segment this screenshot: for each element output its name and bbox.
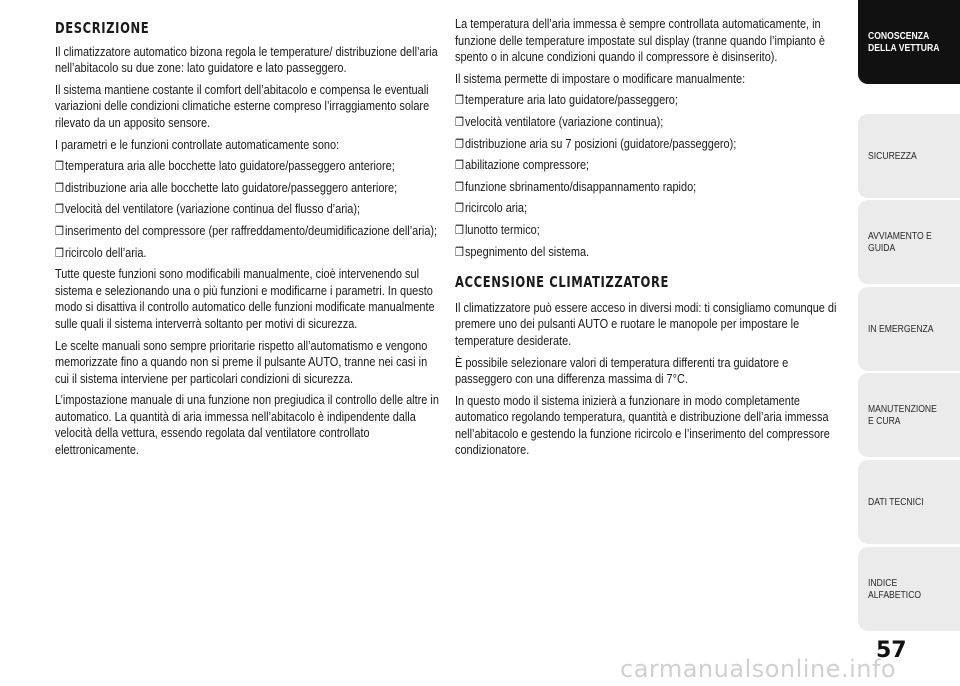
page-number: 57	[876, 638, 907, 663]
tab-label: INDICE ALFABETICO	[868, 577, 922, 601]
checkbox-bullet-icon: ❒	[455, 93, 464, 108]
tab-conoscenza-della-vettura[interactable]	[858, 0, 960, 84]
bullet-item: ❒ spegnimento del sistema.	[455, 243, 590, 259]
checkbox-bullet-icon: ❒	[55, 245, 64, 260]
paragraph: È possibile selezionare valori di temperatura differenti tra guidatore e passeggero con una differenza massima di 7°C.	[455, 354, 789, 387]
paragraph: Le scelte manuali sono sempre prioritarie rispetto all’automatismo e vengono memorizzate fino a quando non si preme il pulsante AUTO, tranne nei casi in cui il sistema interviene per particolari condizioni di sicurezza.	[55, 337, 428, 386]
paragraph: Il climatizzatore può essere acceso in diversi modi: ti consigliamo comunque di premere uno dei pulsanti AUTO e ruotare le manopole per impostare le temperature desiderate.	[455, 299, 837, 348]
paragraph: Il sistema permette di impostare o modificare manualmente:	[455, 70, 746, 86]
bullet-item: ❒ distribuzione aria alle bocchette lato guidatore/passeggero anteriore;	[55, 179, 398, 195]
checkbox-bullet-icon: ❒	[455, 158, 464, 173]
checkbox-bullet-icon: ❒	[55, 159, 64, 174]
checkbox-bullet-icon: ❒	[55, 223, 64, 238]
paragraph: Tutte queste funzioni sono modificabili manualmente, cioè intervenendo sul sistema e selezionando una o più funzioni e modificarne i parametri. In questo modo si disattiva il controllo automatico delle funzioni modificate manualmente sulle quali il sistema interverrà soltanto per motivi di sicurezza.	[55, 266, 435, 331]
left-column	[55, 20, 440, 464]
checkbox-bullet-icon: ❒	[455, 222, 464, 237]
paragraph: Il sistema mantiene costante il comfort dell’abitacolo e compensa le eventuali variazioni delle condizioni climatiche esterne compreso l’irraggiamento solare rilevato da un apposito sensore.	[55, 81, 430, 130]
right-column-text	[455, 16, 840, 459]
bullet-item: ❒ funzione sbrinamento/disappannamento rapido;	[455, 178, 697, 194]
bullet-item: ❒ ricircolo aria;	[455, 200, 528, 216]
bullet-item: ❒ temperatura aria alle bocchette lato guidatore/passeggero anteriore;	[55, 158, 395, 174]
right-column	[455, 16, 840, 464]
paragraph: La temperatura dell’aria immessa è sempre controllata automaticamente, in funzione delle temperature impostate sul display (tranne quando l’impianto è spento o in alcune condizioni quando il compressore è disinserito).	[455, 16, 825, 65]
bullet-item: ❒ distribuzione aria su 7 posizioni (guidatore/passeggero);	[455, 135, 737, 151]
paragraph: I parametri e le funzioni controllate automaticamente sono:	[55, 136, 340, 152]
bullet-item: ❒ velocità ventilatore (variazione continua);	[455, 113, 664, 129]
bullet-item: ❒ ricircolo dell’aria.	[55, 244, 147, 260]
bullet-item: ❒ lunotto termico;	[455, 221, 540, 237]
tab-label: CONOSCENZA DELLA VETTURA	[868, 30, 940, 54]
paragraph: In questo modo il sistema inizierà a funzionare in modo completamente automatico regolando temperatura, quantità e distribuzione dell’aria immessa nell’abitacolo e gestendo la funzione ricircolo e l’inserimento del compressore condizionatore.	[455, 392, 830, 458]
bullet-item: ❒ temperature aria lato guidatore/passeggero;	[455, 92, 678, 108]
checkbox-bullet-icon: ❒	[55, 202, 64, 217]
left-column-text	[55, 20, 440, 459]
tab-label: MANUTENZIONE E CURA	[868, 403, 937, 427]
tab-label: IN EMERGENZA	[868, 323, 934, 335]
watermark: carmanualsonline.info	[620, 655, 897, 683]
paragraph: L’impostazione manuale di una funzione non pregiudica il controllo delle altre in automatico. La quantità di aria immessa nell’abitacolo è indipendente dalla velocità della vettura, essendo regolata dal ventilatore controllato elettronicamente.	[55, 392, 439, 458]
tab-sicurezza[interactable]	[858, 114, 960, 198]
section-heading-descrizione: DESCRIZIONE	[55, 19, 150, 37]
bullet-item: ❒ inserimento del compressore (per raffreddamento/deumidificazione dell’aria);	[55, 222, 438, 238]
checkbox-bullet-icon: ❒	[455, 136, 464, 151]
checkbox-bullet-icon: ❒	[455, 201, 464, 216]
section-heading-accensione: ACCENSIONE CLIMATIZZATORE	[455, 273, 670, 292]
checkbox-bullet-icon: ❒	[455, 179, 464, 194]
checkbox-bullet-icon: ❒	[55, 180, 64, 195]
bullet-item: ❒ velocità del ventilatore (variazione continua del flusso d’aria);	[55, 201, 361, 217]
tab-in-emergenza[interactable]	[858, 287, 960, 371]
tab-label: SICUREZZA	[868, 150, 917, 162]
tab-dati-tecnici[interactable]	[858, 460, 960, 544]
tab-label: DATI TECNICI	[868, 496, 924, 508]
paragraph: Il climatizzatore automatico bizona regola le temperature/ distribuzione dell’aria nell’abitacolo su due zone: lato guidatore e lato passeggero.	[55, 43, 438, 76]
bullet-item: ❒ abilitazione compressore;	[455, 157, 590, 173]
tab-indice-alfabetico[interactable]	[858, 547, 960, 631]
checkbox-bullet-icon: ❒	[455, 114, 464, 129]
checkbox-bullet-icon: ❒	[455, 244, 464, 259]
tab-label: AVVIAMENTO E GUIDA	[868, 230, 932, 254]
chapter-tabs-sidebar	[858, 0, 960, 640]
tab-manutenzione-e-cura[interactable]	[858, 373, 960, 457]
tab-avviamento-e-guida[interactable]	[858, 200, 960, 284]
